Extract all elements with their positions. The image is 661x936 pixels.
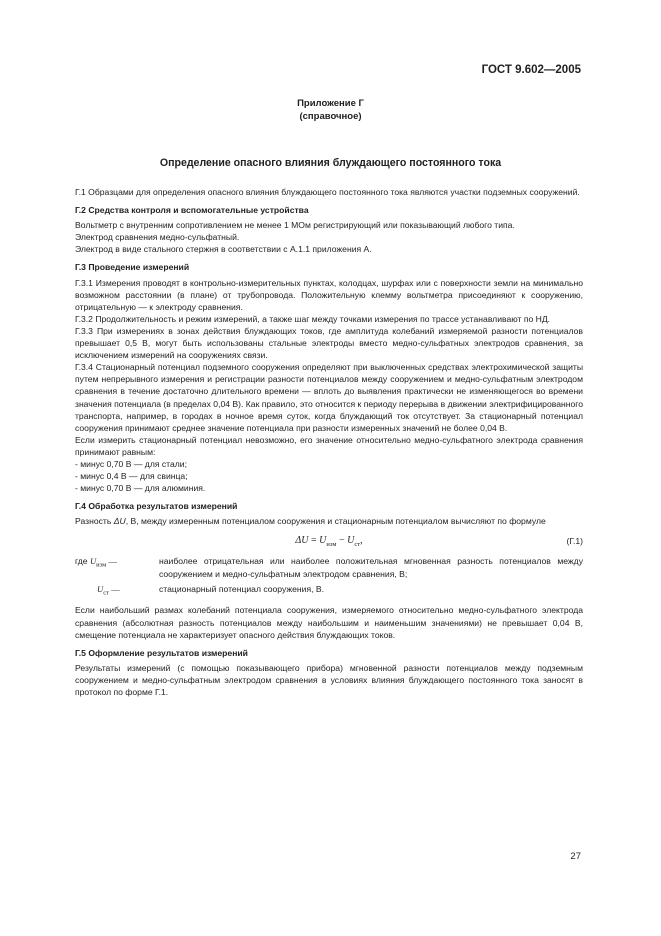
where-u1-sub: изм	[96, 562, 107, 570]
section-title: Определение опасного влияния блуждающего постоянного тока	[159, 157, 502, 169]
document-code: ГОСТ 9.602—2005	[481, 64, 581, 76]
paragraph-g1	[75, 186, 583, 198]
where-dash-1: —	[106, 556, 117, 567]
paragraph-g3-4: Г.3.4 Стационарный потенциал подземного сооружения определяют при выключенных средствах электрохимической защиты путем непрерывного измерения и регистрации разности потенциалов между сооружением и медно-сульфатным электродом сравнения в течение достаточно длительного времени — вплоть до выявления практически не изменяющегося во времени значения потенциала (в пределах 0,04 В). Как правило, это относится к периоду перерыва в движении электрифицированного транспорта, например, в городах в ночное время суток, когда блуждающий ток отсутствует. За стационарный потенциал сооружения принимают среднее значение потенциала при разности измеренных значений не более 0,04 В.	[75, 362, 583, 433]
formula-u1: U	[319, 535, 327, 547]
formula-u2: U	[347, 535, 355, 547]
g2-line-1: Вольтметр с внутренним сопротивлением не менее 1 МОм регистрирующий или показывающий любого типа.	[75, 220, 515, 231]
formula-lhs: ΔU	[295, 535, 309, 547]
paragraph-g3-3: Г.3.3 При измерениях в зонах действия блуждающих токов, где амплитуда колебаний измеряемой разности потенциалов превышает 0,5 В, могут быть использованы стальные электроды вместо медно-сульфатных электродов сравнения, за исключением измерений на сооружениях связи.	[75, 325, 583, 361]
list-item: - минус 0,70 В — для стали;	[75, 458, 187, 469]
where-u2: U	[97, 583, 104, 594]
paragraph-g5: Результаты измерений (с помощью показывающего прибора) мгновенной разности потенциалов между подземным сооружением и медно-сульфатным электродом сравнения в условиях влияния блуждающего постоянного тока заносят в протокол по форме Г.1.	[75, 662, 583, 697]
paragraph-g3-4-b: Если измерить стационарный потенциал невозможно, его значение относительно медно-сульфатного электрода сравнения принимают равным:	[75, 434, 583, 457]
formula-number: (Г.1)	[566, 536, 583, 547]
annex-title: Приложение Г	[297, 98, 364, 109]
where-symbol-2	[75, 583, 159, 600]
where-symbol-1	[75, 555, 159, 579]
paragraph-g3-2: Г.3.2 Продолжительность и режим измерений, а также шаг между точками измерения по трассе устанавливают по НД.	[75, 313, 551, 324]
formula-row	[75, 531, 583, 553]
where-u1: U	[89, 556, 97, 567]
where-dash-2: —	[108, 583, 120, 594]
where-text-1: наиболее отрицательная или наиболее положительная мгновенная разность потенциалов между сооружением и медно-сульфатным электродом сравнения, В;	[159, 556, 583, 579]
list-item: - минус 0,4 В — для свинца;	[75, 471, 188, 482]
delta-u-symbol: ΔU	[113, 516, 126, 527]
heading-g5: Г.5 Оформление результатов измерений	[75, 647, 248, 658]
g2-line-2: Электрод сравнения медно-сульфатный.	[75, 232, 240, 243]
list-item: - минус 0,70 В — для алюминия.	[75, 483, 206, 494]
formula-u1-sub: изм	[326, 541, 337, 549]
paragraph-g4-pre: Разность	[75, 516, 114, 527]
formula-minus: −	[336, 535, 348, 547]
where-u2-sub: ст	[103, 589, 109, 597]
paragraph-g4-b: Если наибольший размах колебаний потенциала сооружения, измеряемого относительно медно-сульфатного электрода сравнения (абсолютная разность потенциалов между наибольшим и наименьшим значениями) не превышает 0,04 В, смещение потенциала не характеризует опасного действия блуждающих токов.	[75, 605, 583, 640]
page-number: 27	[570, 851, 581, 862]
where-text-2: стационарный потенциал сооружения, В.	[159, 583, 324, 594]
formula	[75, 535, 583, 551]
paragraph-g1-text: Г.1 Образцами для определения опасного влияния блуждающего постоянного тока являются участки подземных сооружений.	[75, 187, 580, 197]
heading-g4: Г.4 Обработка результатов измерений	[75, 501, 238, 512]
formula-eq: =	[308, 535, 320, 547]
where-lead: где	[75, 556, 90, 567]
formula-u2-sub: ст	[354, 541, 361, 549]
formula-end: ,	[360, 535, 363, 547]
paragraph-g4	[75, 515, 583, 527]
paragraph-g3-1: Г.3.1 Измерения проводят в контрольно-измерительных пунктах, колодцах, шурфах или с поверхности земли на минимально возможном расстоянии (в плане) от трубопровода. Положительную клемму вольтметра присоединяют к сооружению, отрицательную — к электроду сравнения.	[75, 277, 583, 312]
g2-line-3: Электрод в виде стального стержня в соответствии с А.1.1 приложения А.	[75, 244, 372, 255]
where-block	[75, 555, 583, 599]
annex-type: (справочное)	[299, 111, 362, 122]
paragraph-g4-post: , В, между измеренным потенциалом сооружения и стационарным потенциалом вычисляют по формуле	[125, 516, 546, 527]
heading-g3: Г.3 Проведение измерений	[75, 262, 190, 273]
heading-g2: Г.2 Средства контроля и вспомогательные устройства	[75, 205, 309, 216]
document-body	[75, 186, 583, 698]
